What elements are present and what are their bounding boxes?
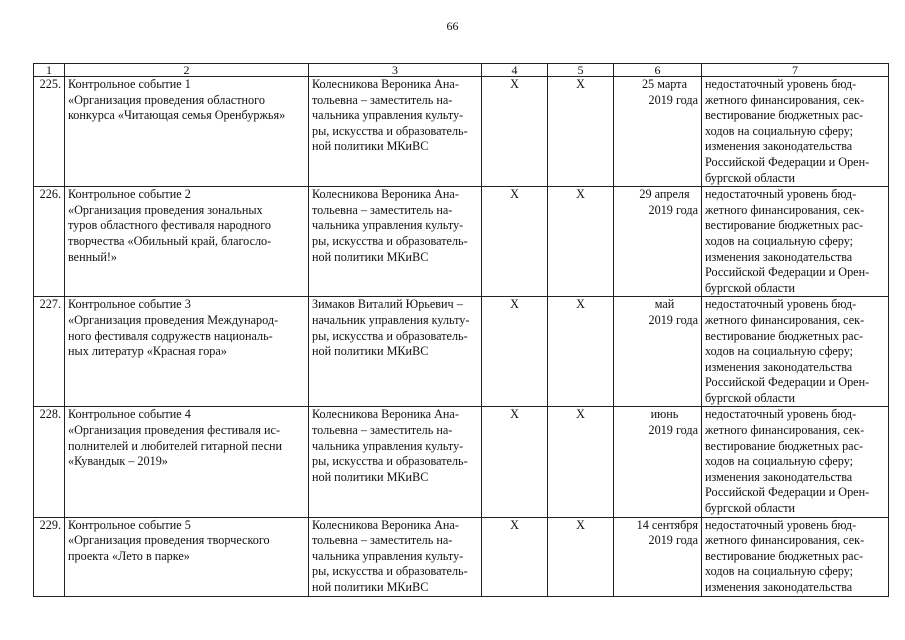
risk-line: бургской области xyxy=(705,170,796,185)
responsible-line: ной политики МКиВС xyxy=(312,249,429,264)
date-cell xyxy=(614,77,702,187)
risks-cell xyxy=(702,517,889,596)
event-line: Контрольное событие 5 xyxy=(68,517,191,532)
row-number: 225. xyxy=(34,77,65,187)
date-day: 25 марта xyxy=(641,77,688,91)
date-day: 29 апреля xyxy=(639,187,690,202)
risk-line: вестирование бюджетных рас- xyxy=(705,108,864,123)
row-number: 229. xyxy=(34,517,65,596)
responsible-cell xyxy=(309,187,482,297)
responsible-line: чальника управления культу- xyxy=(312,108,464,123)
responsible-line: Колесникова Вероника Ана- xyxy=(312,517,459,532)
date-cell xyxy=(614,407,702,517)
risk-line: недостаточный уровень бюд- xyxy=(705,297,857,312)
column-header-1: 1 xyxy=(34,64,65,77)
responsible-cell xyxy=(309,517,482,596)
risk-line: бургской области xyxy=(705,390,796,405)
date-year: 2019 года xyxy=(648,312,698,327)
date-cell xyxy=(614,517,702,596)
event-line: «Кувандык – 2019» xyxy=(68,454,168,469)
column-header-4: 4 xyxy=(482,64,548,77)
event-cell xyxy=(65,187,309,297)
column-5-mark: X xyxy=(548,187,614,297)
column-4-mark: X xyxy=(482,517,548,596)
event-line: творчества «Обильный край, благосло- xyxy=(68,233,272,248)
date-year: 2019 года xyxy=(648,92,698,107)
event-line: Контрольное событие 3 xyxy=(68,297,191,312)
responsible-line: ной политики МКиВС xyxy=(312,139,429,154)
responsible-line: Колесникова Вероника Ана- xyxy=(312,187,459,202)
event-line: проекта «Лето в парке» xyxy=(68,548,190,563)
event-line: конкурса «Читающая семья Оренбуржья» xyxy=(68,108,286,123)
column-header-3: 3 xyxy=(309,64,482,77)
responsible-line: ной политики МКиВС xyxy=(312,344,429,359)
column-header-6: 6 xyxy=(614,64,702,77)
risks-cell xyxy=(702,297,889,407)
event-cell xyxy=(65,407,309,517)
risk-line: недостаточный уровень бюд- xyxy=(705,407,857,422)
column-header-5: 5 xyxy=(548,64,614,77)
responsible-line: чальника управления культу- xyxy=(312,218,464,233)
risk-line: изменения законодательства xyxy=(705,469,853,484)
row-number: 228. xyxy=(34,407,65,517)
risks-cell xyxy=(702,77,889,187)
responsible-line: тольевна – заместитель на- xyxy=(312,202,453,217)
column-4-mark: X xyxy=(482,77,548,187)
risk-line: Российской Федерации и Орен- xyxy=(705,375,870,390)
risk-line: жетного финансирования, сек- xyxy=(705,423,865,438)
event-cell xyxy=(65,297,309,407)
responsible-line: тольевна – заместитель на- xyxy=(312,423,453,438)
event-line: Контрольное событие 2 xyxy=(68,187,191,202)
risk-line: вестирование бюджетных рас- xyxy=(705,218,864,233)
column-header-7: 7 xyxy=(702,64,889,77)
risk-line: ходов на социальную сферу; xyxy=(705,344,854,359)
risk-line: бургской области xyxy=(705,280,796,295)
date-year: 2019 года xyxy=(648,533,698,548)
event-line: ного фестиваля содружеств националь- xyxy=(68,328,273,343)
risks-cell xyxy=(702,187,889,297)
event-line: «Организация проведения зональных xyxy=(68,202,263,217)
date-day: май xyxy=(654,297,675,312)
risk-line: ходов на социальную сферу; xyxy=(705,564,854,579)
page-number: 66 xyxy=(446,19,459,33)
responsible-line: ры, искусства и образователь- xyxy=(312,328,468,343)
table-row xyxy=(34,407,889,517)
responsible-line: чальника управления культу- xyxy=(312,438,464,453)
risk-line: вестирование бюджетных рас- xyxy=(705,438,864,453)
risk-line: Российской Федерации и Орен- xyxy=(705,265,870,280)
event-line: «Организация проведения Международ- xyxy=(68,312,279,327)
risk-line: ходов на социальную сферу; xyxy=(705,233,854,248)
responsible-cell xyxy=(309,297,482,407)
date-year: 2019 года xyxy=(648,423,698,438)
column-5-mark: X xyxy=(548,517,614,596)
risks-cell xyxy=(702,407,889,517)
risk-line: жетного финансирования, сек- xyxy=(705,533,865,548)
table-row xyxy=(34,77,889,187)
table-row xyxy=(34,517,889,596)
column-4-mark: X xyxy=(482,187,548,297)
event-cell xyxy=(65,77,309,187)
column-header-2: 2 xyxy=(65,64,309,77)
event-line: «Организация проведения творческого xyxy=(68,533,270,548)
risk-line: недостаточный уровень бюд- xyxy=(705,187,857,202)
event-line: Контрольное событие 4 xyxy=(68,407,191,422)
risk-line: бургской области xyxy=(705,501,796,516)
event-cell xyxy=(65,517,309,596)
risk-line: жетного финансирования, сек- xyxy=(705,202,865,217)
row-number: 226. xyxy=(34,187,65,297)
event-line: туров областного фестиваля народного xyxy=(68,218,272,233)
risk-line: жетного финансирования, сек- xyxy=(705,312,865,327)
responsible-line: Зимаков Виталий Юрьевич – xyxy=(312,297,463,312)
header-row xyxy=(34,64,889,77)
responsible-cell xyxy=(309,77,482,187)
table-row xyxy=(34,187,889,297)
table-row xyxy=(34,297,889,407)
responsible-line: ной политики МКиВС xyxy=(312,580,429,594)
risk-line: Российской Федерации и Орен- xyxy=(705,485,870,500)
date-cell xyxy=(614,297,702,407)
responsible-line: ры, искусства и образователь- xyxy=(312,233,468,248)
risk-line: изменения законодательства xyxy=(705,139,853,154)
event-line: венный!» xyxy=(68,249,117,264)
date-year: 2019 года xyxy=(648,202,698,217)
event-line: «Организация проведения областного xyxy=(68,92,265,107)
column-5-mark: X xyxy=(548,407,614,517)
date-day: июнь xyxy=(650,407,679,422)
risk-line: вестирование бюджетных рас- xyxy=(705,328,864,343)
column-4-mark: X xyxy=(482,407,548,517)
event-line: полнителей и любителей гитарной песни xyxy=(68,438,283,453)
responsible-line: ры, искусства и образователь- xyxy=(312,123,468,138)
event-line: ных литератур «Красная гора» xyxy=(68,344,227,359)
column-5-mark: X xyxy=(548,297,614,407)
date-day: 14 сентября xyxy=(636,517,698,532)
risk-line: вестирование бюджетных рас- xyxy=(705,548,864,563)
risk-line: Российской Федерации и Орен- xyxy=(705,154,870,169)
risk-line: ходов на социальную сферу; xyxy=(705,454,854,469)
responsible-line: тольевна – заместитель на- xyxy=(312,533,453,548)
responsible-line: ной политики МКиВС xyxy=(312,469,429,484)
control-events-table xyxy=(33,63,889,597)
column-5-mark: X xyxy=(548,77,614,187)
responsible-line: начальник управления культу- xyxy=(312,312,470,327)
risk-line: недостаточный уровень бюд- xyxy=(705,517,857,532)
risk-line: ходов на социальную сферу; xyxy=(705,123,854,138)
risk-line: изменения законодательства xyxy=(705,249,853,264)
event-line: Контрольное событие 1 xyxy=(68,77,191,91)
responsible-line: Колесникова Вероника Ана- xyxy=(312,77,459,91)
responsible-line: Колесникова Вероника Ана- xyxy=(312,407,459,422)
responsible-line: чальника управления культу- xyxy=(312,548,464,563)
event-line: «Организация проведения фестиваля ис- xyxy=(68,423,281,438)
risk-line: изменения законодательства xyxy=(705,580,853,594)
date-cell xyxy=(614,187,702,297)
risk-line: жетного финансирования, сек- xyxy=(705,92,865,107)
risk-line: недостаточный уровень бюд- xyxy=(705,77,857,91)
responsible-cell xyxy=(309,407,482,517)
column-4-mark: X xyxy=(482,297,548,407)
responsible-line: ры, искусства и образователь- xyxy=(312,454,468,469)
row-number: 227. xyxy=(34,297,65,407)
risk-line: изменения законодательства xyxy=(705,359,853,374)
responsible-line: ры, искусства и образователь- xyxy=(312,564,468,579)
responsible-line: тольевна – заместитель на- xyxy=(312,92,453,107)
